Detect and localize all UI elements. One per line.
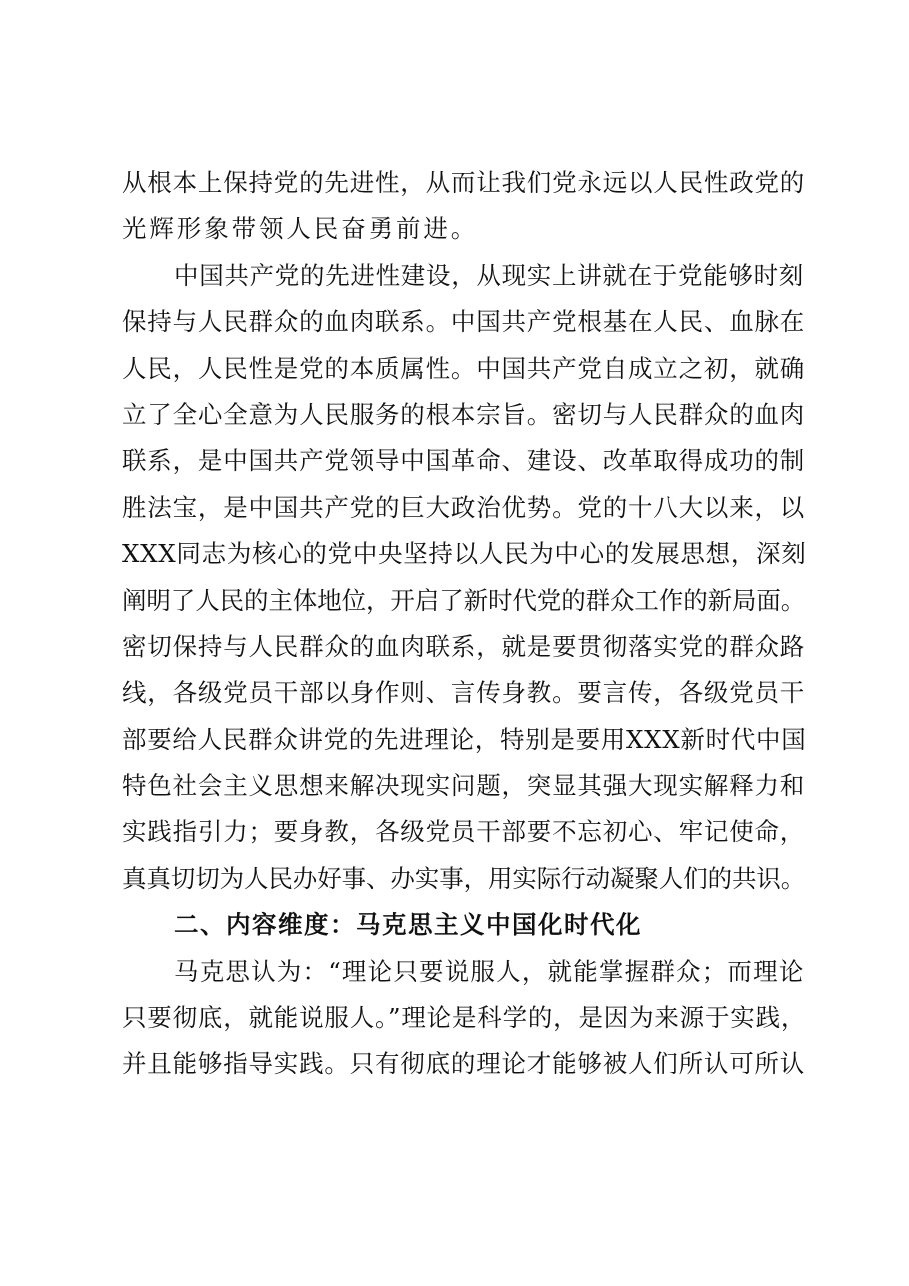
paragraph-line: 人民，人民性是党的本质属性。中国共产党自成立之初，就确 bbox=[122, 353, 806, 383]
paragraph-line: 中国共产党的先进性建设，从现实上讲就在于党能够时刻 bbox=[174, 260, 804, 290]
document-body bbox=[122, 160, 806, 1088]
paragraph-line: 部要给人民群众讲党的先进理论，特别是要用XXX新时代中国 bbox=[122, 724, 807, 754]
paragraph-line: 立了全心全意为人民服务的根本宗旨。密切与人民群众的血肉 bbox=[122, 399, 806, 429]
paragraph-line: 线，各级党员干部以身作则、言传身教。要言传，各级党员干 bbox=[122, 678, 806, 708]
paragraph-line: 真真切切为人民办好事、办实事，用实际行动凝聚人们的共识。 bbox=[122, 863, 806, 893]
section-heading: 二、内容维度：马克思主义中国化时代化 bbox=[174, 910, 642, 940]
paragraph-line: 只要彻底，就能说服人。”理论是科学的，是因为来源于实践， bbox=[122, 1003, 807, 1033]
paragraph-line: 特色社会主义思想来解决现实问题，突显其强大现实解释力和 bbox=[122, 771, 806, 801]
paragraph-line: 胜法宝，是中国共产党的巨大政治优势。党的十八大以来，以 bbox=[122, 492, 806, 522]
paragraph-line: 阐明了人民的主体地位，开启了新时代党的群众工作的新局面。 bbox=[122, 585, 806, 615]
paragraph-line: 密切保持与人民群众的血肉联系，就是要贯彻落实党的群众路 bbox=[122, 631, 806, 661]
paragraph-line: 实践指引力；要身教，各级党员干部要不忘初心、牢记使命， bbox=[122, 817, 806, 847]
paragraph-line: 从根本上保持党的先进性，从而让我们党永远以人民性政党的 bbox=[122, 168, 806, 197]
paragraph-line: 联系，是中国共产党领导中国革命、建设、改革取得成功的制 bbox=[122, 446, 806, 476]
paragraph-line: 马克思认为：“理论只要说服人，就能掌握群众；而理论 bbox=[174, 956, 805, 986]
paragraph-line: 并且能够指导实践。只有彻底的理论才能够被人们所认可所认 bbox=[122, 1049, 806, 1079]
paragraph-line: 光辉形象带领人民奋勇前进。 bbox=[122, 214, 479, 244]
paragraph-line: 保持与人民群众的血肉联系。中国共产党根基在人民、血脉在 bbox=[122, 307, 806, 337]
paragraph-line: XXX同志为核心的党中央坚持以人民为中心的发展思想，深刻 bbox=[122, 539, 807, 569]
